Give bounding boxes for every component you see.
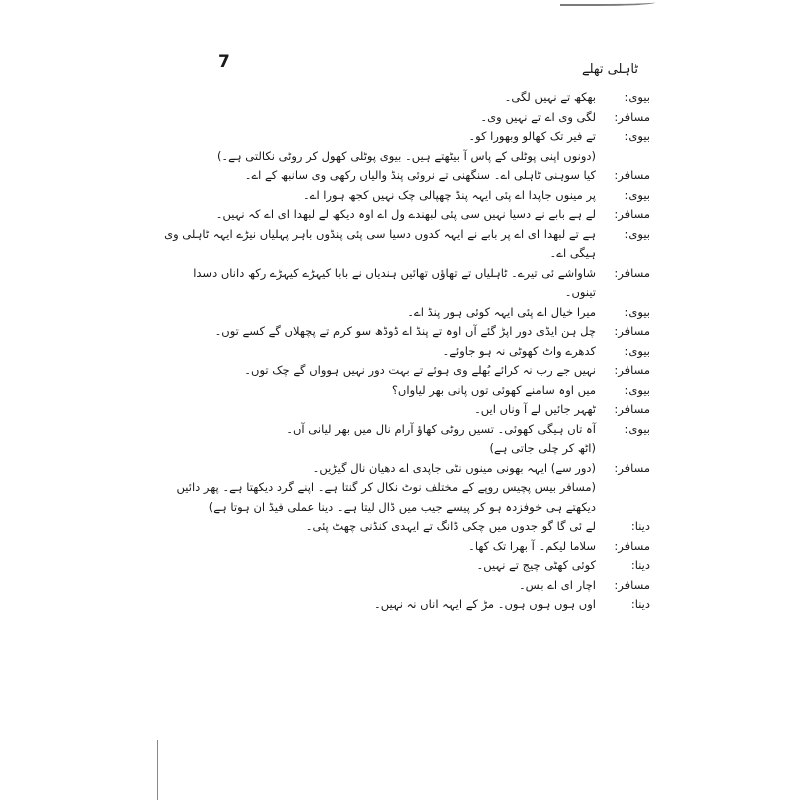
speech-text: بھکھ تے نہیں لگی۔ (504, 90, 596, 104)
dialogue-line (160, 225, 650, 264)
speaker-label: دینا: (630, 519, 650, 533)
stage-direction (160, 439, 650, 459)
speaker-label: بیوی: (624, 90, 650, 104)
dialogue-line (160, 576, 650, 596)
speaker-label: مسافر: (614, 577, 650, 592)
dialogue-line (160, 88, 650, 108)
speech-text: لے ئی گا گو جدوں میں چکی ڈانگ تے ایہدی کنڈنی چھٹ پئی۔ (305, 519, 596, 533)
speech-text: میرا خیال اے پئی ایہہ کوئی ہور پنڈ اے۔ (407, 304, 596, 319)
dialogue-line (160, 127, 650, 147)
speech-text: لگی وی اے تے نہیں وی۔ (480, 109, 596, 124)
dialogue-line (160, 400, 650, 420)
dialogue-line (160, 381, 650, 401)
speaker-label: مسافر: (614, 109, 650, 124)
page-left-edge-shadow (157, 740, 158, 800)
speech-text: ٹھہر جائیں لے آ وناں ایں۔ (474, 402, 596, 416)
dialogue-line (160, 264, 650, 303)
stage-direction-text: (اٹھ کر چلی جاتی ہے) (489, 441, 596, 455)
dialogue-line (160, 166, 650, 186)
speaker-label: بیوی: (624, 187, 650, 202)
dialogue-line (160, 517, 650, 537)
dialogue-line (160, 537, 650, 557)
speech-text: سلاما لیکم۔ آ بھرا تک کھا۔ (468, 538, 596, 553)
stage-direction-text: (مسافر بیس پچیس روپے کے مختلف نوٹ نکال کر گنتا ہے۔ اپنے گرد دیکھتا ہے۔ پھر دائیں دیکھتے ہی خوفزدہ ہو کر پیسے جیب میں ڈال لیتا ہے۔ دینا عملی فیڈ ان ہوتا ہے) (176, 480, 596, 514)
running-head-title: ٹاہلی تھلے (582, 62, 638, 77)
speaker-label: دینا: (630, 597, 650, 611)
dialogue-line (160, 322, 650, 342)
speaker-label: بیوی: (624, 304, 650, 319)
speech-text: کیا سوہنی ٹاہلی اے۔ سنگھنی تے نروئی پنڈ والیاں رکھی وی سانبھ کے اے۔ (244, 168, 596, 182)
dialogue-line (160, 361, 650, 381)
dialogue-line (160, 205, 650, 225)
dialogue-block (160, 88, 650, 615)
speech-text: پر مینوں جاپدا اے پئی ایہہ پنڈ چھپالی چک نہیں کجھ ہورا اے۔ (302, 187, 596, 202)
speech-text: اچار ای اے بس۔ (518, 577, 596, 592)
speaker-label: بیوی: (624, 226, 650, 241)
speech-text: کدھرے واٹ کھوٹی نہ ہو جاوئے۔ (442, 343, 596, 358)
speaker-label: مسافر: (614, 324, 650, 338)
speech-text: لے ہے بابے نے دسیا نہیں سی پئی لبھندے ول اے اوہ دیکھ لے لبھدا ای اے کہ نہیں۔ (215, 207, 596, 221)
dialogue-line (160, 342, 650, 362)
dialogue-line (160, 595, 650, 615)
stage-direction (160, 478, 650, 517)
stage-direction-text: (دونوں اپنی پوٹلی کے پاس آ بیٹھتے ہیں۔ بیوی پوٹلی کھول کر روٹی نکالتی ہے۔) (216, 148, 596, 163)
speech-text: (دور سے) ایہہ بھونی مینوں نٹی جاپدی اے دھیان نال گیڑیں۔ (312, 460, 596, 475)
dialogue-line (160, 108, 650, 128)
speech-text: اوں ہوں ہوں ہوں۔ مڑ کے ایہہ اناں نہ نہیں۔ (374, 597, 596, 611)
stage-direction (160, 147, 650, 167)
speech-text: شاواشے ئی تیرے۔ ٹاہلیاں تے تھاؤں تھائیں ہندیاں نے بابا کیہڑے کیہڑے رکھ داناں دسدا تینوں۔ (193, 265, 596, 299)
speech-text: کوئی کھٹی چیج تے نہیں۔ (476, 558, 596, 572)
page-number: 7 (218, 52, 230, 72)
speaker-label: بیوی: (624, 382, 650, 397)
speech-text: ہے تے لبھدا ای اے پر بابے نے ایہہ کدوں دسیا سی پئی پنڈوں باہر پہلیاں نیڑے ایہہ ٹاہلی وی ہیگی اے۔ (164, 226, 596, 260)
speaker-label: مسافر: (614, 460, 650, 475)
speaker-label: مسافر: (614, 168, 650, 182)
speech-text: میں اوہ سامنے کھوئی توں پانی بھر لیاواں؟ (391, 382, 596, 397)
speaker-label: مسافر: (614, 538, 650, 553)
speaker-label: بیوی: (624, 129, 650, 143)
dialogue-line (160, 186, 650, 206)
speaker-label: بیوی: (624, 343, 650, 358)
speaker-label: مسافر: (614, 402, 650, 416)
speech-text: آہ تاں ہیگی کھوئی۔ تسیں روٹی کھاؤ آرام نال میں بھر لیانی آں۔ (286, 421, 596, 436)
speech-text: نہیں جے رب نہ کرائے بُھلے وی ہوئے تے بہت دور نہیں ہوواں گے چک توں۔ (244, 363, 596, 377)
speech-text: تے فیر تک کھالو وبھورا کو۔ (468, 129, 596, 143)
dialogue-line (160, 420, 650, 440)
dialogue-line (160, 556, 650, 576)
speaker-label: بیوی: (624, 421, 650, 436)
speaker-label: مسافر: (614, 363, 650, 377)
speaker-label: مسافر: (614, 265, 650, 280)
speaker-label: مسافر: (614, 207, 650, 221)
speech-text: چل ہن ایڈی دور اپڑ گئے آں اوہ تے پنڈ اے ڈوڈھ سو کرم تے پچھلاں گے کسے توں۔ (214, 324, 596, 338)
dialogue-line (160, 459, 650, 479)
speaker-label: دینا: (630, 558, 650, 572)
dialogue-line (160, 303, 650, 323)
